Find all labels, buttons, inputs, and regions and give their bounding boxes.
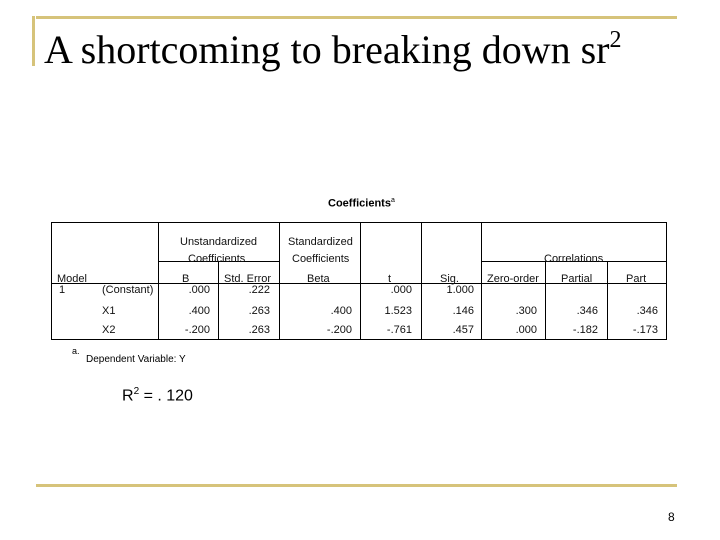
footnote-text: Dependent Variable: Y [86,354,186,365]
slide-title-sup: 2 [609,27,622,53]
footnote-marker: a. [72,346,80,356]
grid-line [545,261,546,339]
cell-sig: .457 [452,324,474,336]
cell-variable: (Constant) [102,284,154,296]
column-header-t: t [388,273,392,285]
header-unstandardized: Unstandardized [180,236,258,248]
column-header-sig: Sig. [440,273,459,285]
cell-zero-order: .000 [515,324,537,336]
cell-beta: -.200 [326,324,352,336]
cell-std-error: .222 [248,284,270,296]
header-unstandardized-coef: Coefficients [188,253,246,265]
cell-b: -.200 [184,324,210,336]
r-squared-sup: 2 [133,386,140,397]
column-header-model: Model [57,273,87,285]
grid-line [360,223,361,339]
left-rule [32,16,35,66]
top-rule [36,16,677,19]
table-caption-text: Coefficients [328,197,391,210]
slide-title-text: A shortcoming to breaking down sr [44,27,610,72]
r-squared-text [122,386,193,405]
cell-beta: .400 [330,305,352,317]
r-squared-value: = . 120 [139,387,193,405]
column-header-part: Part [626,273,647,285]
cell-std-error: .263 [248,324,270,336]
cell-t: .000 [390,284,412,296]
table-caption [328,197,395,210]
cell-part: .346 [636,305,658,317]
slide-title [44,26,622,74]
header-standardized-coef: Coefficients [292,253,350,265]
column-header-b: B [182,273,190,285]
grid-line [218,261,219,339]
page-number: 8 [668,510,675,524]
cell-std-error: .263 [248,305,270,317]
cell-sig: .146 [452,305,474,317]
header-standardized: Standardized [288,236,353,248]
column-header-beta: Beta [307,273,330,285]
table-caption-sup: a [390,197,395,204]
cell-model: 1 [59,284,66,296]
cell-sig: 1.000 [446,284,474,296]
cell-b: .000 [188,284,210,296]
grid-line [158,223,159,339]
header-correlations: Correlations [544,253,604,265]
cell-variable: X1 [102,305,116,317]
bottom-rule [36,484,677,487]
column-header-std-error: Std. Error [224,273,272,285]
cell-partial: .346 [576,305,598,317]
cell-partial: -.182 [572,324,598,336]
r-squared-label: R [122,387,134,405]
grid-line [481,223,482,339]
column-header-zero-order: Zero-order [487,273,539,285]
grid-line [421,223,422,339]
cell-variable: X2 [102,324,116,336]
column-header-partial: Partial [561,273,593,285]
grid-line [279,223,280,339]
cell-zero-order: .300 [515,305,537,317]
cell-b: .400 [188,305,210,317]
cell-t: -.761 [386,324,412,336]
cell-t: 1.523 [384,305,412,317]
cell-part: -.173 [632,324,658,336]
